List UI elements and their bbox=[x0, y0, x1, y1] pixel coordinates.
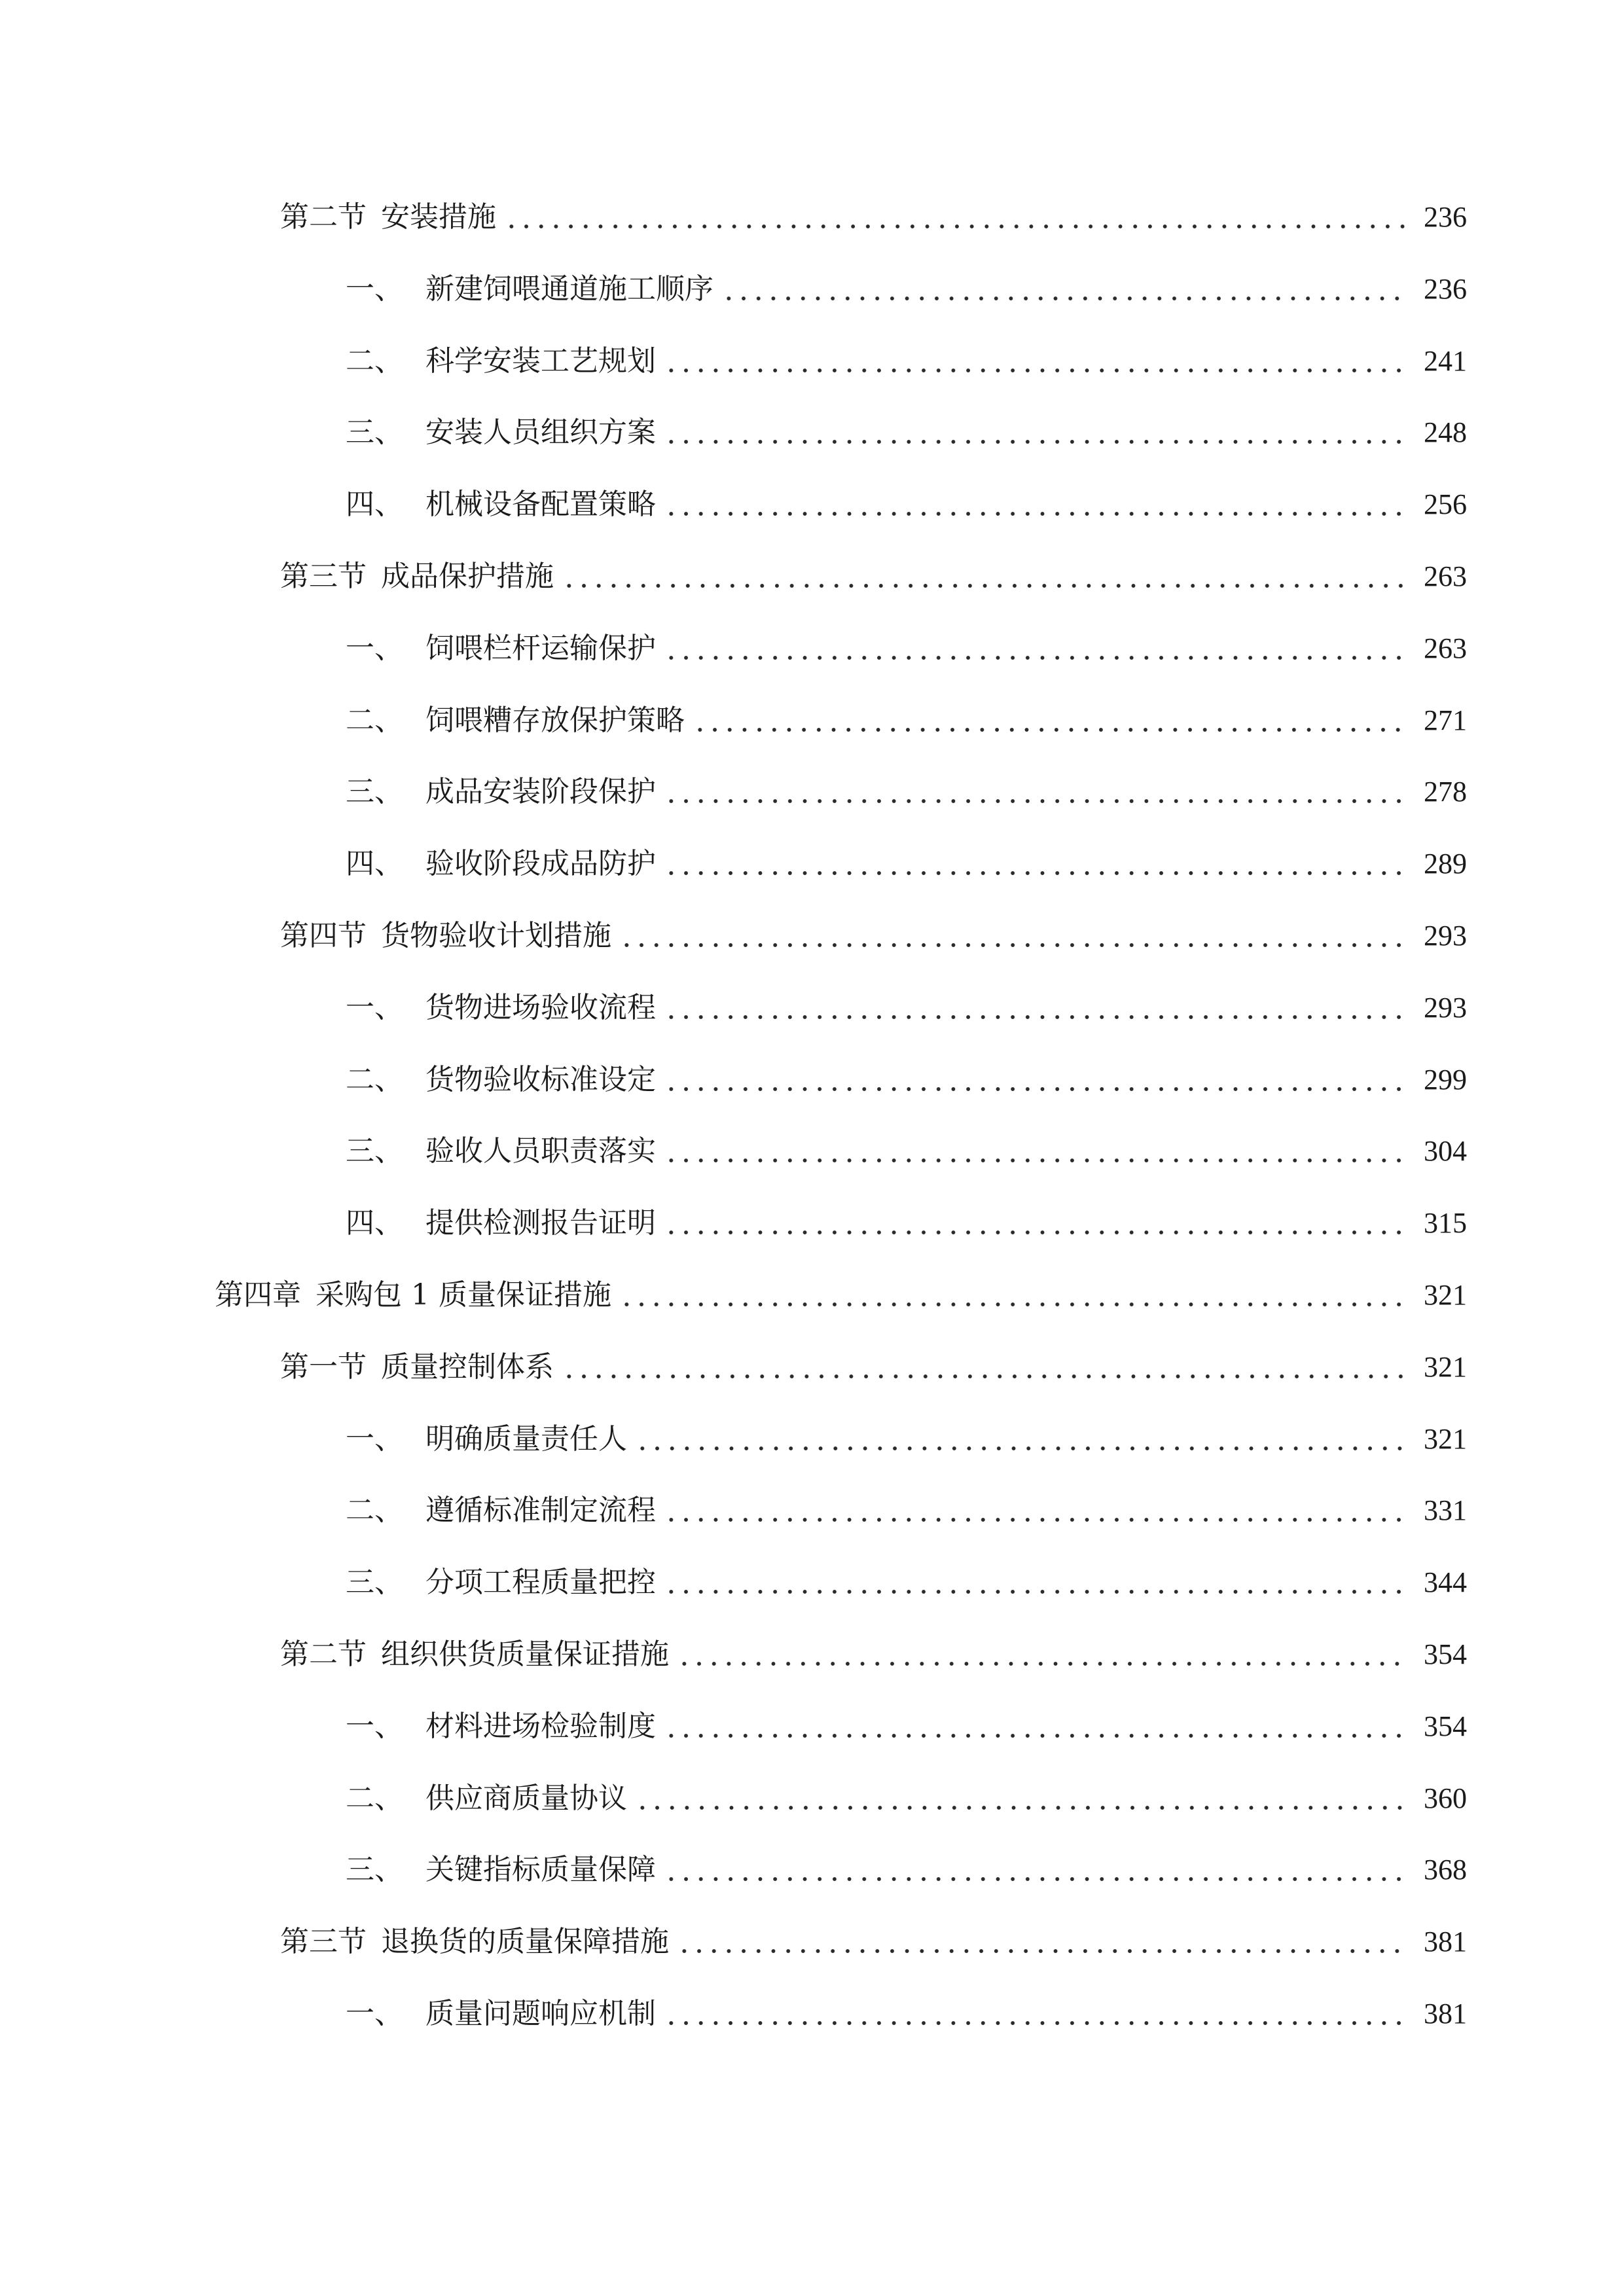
toc-entry-number: 一、 bbox=[346, 991, 403, 1024]
toc-entry-label bbox=[346, 1132, 656, 1171]
toc-entry-label bbox=[346, 1420, 627, 1459]
toc-entry-page-number: 289 bbox=[1424, 848, 1467, 880]
toc-entry-number: 二、 bbox=[346, 1782, 403, 1815]
toc-entry-page-number: 344 bbox=[1424, 1566, 1467, 1598]
dot-leader bbox=[677, 1949, 1405, 1953]
toc-entry[interactable] bbox=[280, 198, 1467, 237]
toc-entry-page-number: 321 bbox=[1424, 1423, 1467, 1455]
toc-entry-number: 三、 bbox=[346, 416, 403, 449]
toc-entry-title: 采购包 1 质量保证措施 bbox=[316, 1278, 611, 1312]
toc-entry[interactable] bbox=[346, 844, 1467, 884]
toc-entry[interactable] bbox=[346, 270, 1467, 309]
toc-entry[interactable] bbox=[346, 485, 1467, 524]
toc-entry[interactable] bbox=[346, 1204, 1467, 1243]
toc-entry[interactable] bbox=[346, 629, 1467, 668]
toc-entry-number: 第三节 bbox=[280, 560, 367, 593]
toc-entry-page-number: 248 bbox=[1424, 416, 1467, 448]
toc-entry-label bbox=[346, 270, 713, 309]
toc-entry-label bbox=[280, 1635, 669, 1674]
toc-entry[interactable] bbox=[346, 772, 1467, 812]
dot-leader bbox=[504, 224, 1405, 228]
toc-entry-title: 提供检测报告证明 bbox=[425, 1206, 656, 1240]
toc-entry-number: 第一节 bbox=[280, 1350, 367, 1384]
toc-entry[interactable] bbox=[280, 1922, 1467, 1962]
dot-leader bbox=[664, 368, 1405, 372]
dot-leader bbox=[664, 440, 1405, 444]
toc-entry-label bbox=[346, 701, 685, 740]
toc-entry-title: 组织供货质量保证措施 bbox=[381, 1638, 669, 1671]
toc-entry-page-number: 315 bbox=[1424, 1207, 1467, 1239]
toc-entry[interactable] bbox=[346, 342, 1467, 381]
toc-entry-page-number: 256 bbox=[1424, 488, 1467, 520]
toc-entry[interactable] bbox=[346, 1060, 1467, 1100]
toc-entry[interactable] bbox=[280, 557, 1467, 596]
toc-entry-title: 成品安装阶段保护 bbox=[425, 775, 656, 808]
toc-entry-label bbox=[346, 629, 656, 668]
dot-leader bbox=[664, 1230, 1405, 1234]
toc-entry-number: 一、 bbox=[346, 632, 403, 665]
toc-entry-number: 第四章 bbox=[215, 1278, 301, 1312]
dot-leader bbox=[693, 728, 1405, 732]
toc-entry-number: 一、 bbox=[346, 1997, 403, 2030]
toc-entry-page-number: 293 bbox=[1424, 992, 1467, 1024]
toc-entry-title: 退换货的质量保障措施 bbox=[381, 1925, 669, 1958]
toc-entry-title: 成品保护措施 bbox=[381, 560, 554, 593]
toc-entry-number: 第二节 bbox=[280, 1638, 367, 1671]
dot-leader bbox=[619, 1302, 1405, 1306]
toc-entry-page-number: 321 bbox=[1424, 1279, 1467, 1311]
dot-leader bbox=[562, 1374, 1405, 1378]
toc-entry-title: 货物进场验收流程 bbox=[425, 991, 656, 1024]
toc-entry-number: 三、 bbox=[346, 775, 403, 808]
toc-entry-label bbox=[346, 1850, 656, 1890]
toc-entry-title: 安装人员组织方案 bbox=[425, 416, 656, 449]
toc-entry-page-number: 236 bbox=[1424, 201, 1467, 233]
toc-entry-label bbox=[280, 198, 496, 237]
toc-entry-page-number: 236 bbox=[1424, 273, 1467, 305]
toc-entry-page-number: 360 bbox=[1424, 1782, 1467, 1814]
toc-entry[interactable] bbox=[346, 1850, 1467, 1890]
toc-entry-page-number: 304 bbox=[1424, 1135, 1467, 1167]
toc-entry-number: 第二节 bbox=[280, 200, 367, 234]
toc-entry-page-number: 241 bbox=[1424, 345, 1467, 377]
toc-entry-label bbox=[346, 1994, 656, 2034]
toc-entry-title: 货物验收计划措施 bbox=[381, 919, 611, 952]
dot-leader bbox=[664, 871, 1405, 875]
toc-entry-label bbox=[346, 1060, 656, 1100]
toc-entry-number: 三、 bbox=[346, 1566, 403, 1599]
toc-entry-page-number: 354 bbox=[1424, 1710, 1467, 1742]
toc-entry-label bbox=[215, 1276, 611, 1315]
toc-entry-page-number: 263 bbox=[1424, 632, 1467, 664]
toc-entry-number: 二、 bbox=[346, 1063, 403, 1096]
toc-entry-number: 二、 bbox=[346, 344, 403, 378]
toc-entry-number: 四、 bbox=[346, 847, 403, 880]
dot-leader bbox=[664, 1015, 1405, 1019]
toc-entry-label bbox=[280, 1922, 669, 1962]
toc-entry-label bbox=[346, 1204, 656, 1243]
toc-entry-label bbox=[346, 1563, 656, 1602]
toc-entry-page-number: 263 bbox=[1424, 560, 1467, 592]
toc-entry-label bbox=[280, 557, 554, 596]
toc-entry-title: 饲喂糟存放保护策略 bbox=[425, 704, 685, 737]
toc-entry-number: 第三节 bbox=[280, 1925, 367, 1958]
toc-entry-page-number: 278 bbox=[1424, 776, 1467, 808]
toc-entry-label bbox=[346, 772, 656, 812]
toc-entry-page-number: 354 bbox=[1424, 1638, 1467, 1670]
toc-entry-page-number: 381 bbox=[1424, 1998, 1467, 2030]
dot-leader bbox=[664, 512, 1405, 516]
toc-entry-label bbox=[346, 1779, 627, 1818]
dot-leader bbox=[677, 1662, 1405, 1666]
toc-entry-page-number: 271 bbox=[1424, 704, 1467, 736]
toc-entry-number: 三、 bbox=[346, 1134, 403, 1168]
toc-entry-title: 质量问题响应机制 bbox=[425, 1997, 656, 2030]
toc-entry-title: 分项工程质量把控 bbox=[425, 1566, 656, 1599]
toc-entry-page-number: 321 bbox=[1424, 1351, 1467, 1383]
toc-entry-title: 饲喂栏杆运输保护 bbox=[425, 632, 656, 665]
toc-entry-title: 供应商质量协议 bbox=[425, 1782, 627, 1815]
toc-entry-page-number: 331 bbox=[1424, 1494, 1467, 1526]
toc-entry-title: 机械设备配置策略 bbox=[425, 488, 656, 521]
toc-entry-label bbox=[346, 485, 656, 524]
toc-entry-number: 二、 bbox=[346, 704, 403, 737]
toc-entry-page-number: 293 bbox=[1424, 920, 1467, 952]
toc-entry[interactable] bbox=[280, 916, 1467, 956]
toc-entry-label bbox=[346, 1491, 656, 1530]
dot-leader bbox=[664, 1087, 1405, 1091]
dot-leader bbox=[664, 1877, 1405, 1881]
toc-entry-title: 科学安装工艺规划 bbox=[425, 344, 656, 378]
toc-entry-page-number: 381 bbox=[1424, 1926, 1467, 1958]
toc-entry[interactable] bbox=[346, 1491, 1467, 1530]
toc-entry[interactable] bbox=[346, 1563, 1467, 1602]
toc-entry-number: 四、 bbox=[346, 488, 403, 521]
dot-leader bbox=[664, 656, 1405, 660]
dot-leader bbox=[721, 296, 1405, 300]
toc-entry-number: 一、 bbox=[346, 272, 403, 306]
toc-entry-label bbox=[280, 1348, 554, 1387]
toc-entry-title: 新建饲喂通道施工顺序 bbox=[425, 272, 713, 306]
toc-entry-title: 关键指标质量保障 bbox=[425, 1853, 656, 1886]
dot-leader bbox=[664, 1590, 1405, 1594]
toc-entry-label bbox=[346, 342, 656, 381]
dot-leader bbox=[664, 1158, 1405, 1162]
toc-entry-number: 二、 bbox=[346, 1494, 403, 1527]
toc-entry[interactable] bbox=[346, 1707, 1467, 1746]
toc-entry-title: 安装措施 bbox=[381, 200, 496, 234]
toc-entry-title: 明确质量责任人 bbox=[425, 1422, 627, 1456]
dot-leader bbox=[664, 1734, 1405, 1738]
toc-entry-title: 遵循标准制定流程 bbox=[425, 1494, 656, 1527]
toc-entry[interactable] bbox=[346, 701, 1467, 740]
toc-entry-number: 一、 bbox=[346, 1710, 403, 1743]
toc-entry-label bbox=[346, 413, 656, 452]
toc-entry-number: 一、 bbox=[346, 1422, 403, 1456]
toc-entry[interactable] bbox=[346, 1994, 1467, 2034]
dot-leader bbox=[664, 2021, 1405, 2025]
toc-entry-number: 三、 bbox=[346, 1853, 403, 1886]
toc-entry-title: 验收人员职责落实 bbox=[425, 1134, 656, 1168]
toc-entry[interactable] bbox=[346, 1132, 1467, 1171]
toc-entry-title: 验收阶段成品防护 bbox=[425, 847, 656, 880]
toc-entry[interactable] bbox=[280, 1635, 1467, 1674]
toc-entry[interactable] bbox=[346, 413, 1467, 452]
toc-entry[interactable] bbox=[346, 1779, 1467, 1818]
toc-entry-label bbox=[346, 988, 656, 1028]
toc-entry-page-number: 368 bbox=[1424, 1854, 1467, 1886]
dot-leader bbox=[619, 943, 1405, 947]
toc-entry-number: 四、 bbox=[346, 1206, 403, 1240]
dot-leader bbox=[664, 799, 1405, 803]
toc-entry-label bbox=[346, 844, 656, 884]
toc-entry-title: 货物验收标准设定 bbox=[425, 1063, 656, 1096]
toc-entry[interactable] bbox=[280, 1348, 1467, 1387]
dot-leader bbox=[664, 1518, 1405, 1522]
toc-entry-number: 第四节 bbox=[280, 919, 367, 952]
dot-leader bbox=[635, 1806, 1405, 1810]
toc-entry-page-number: 299 bbox=[1424, 1064, 1467, 1096]
dot-leader bbox=[562, 584, 1405, 588]
toc-entry-label bbox=[280, 916, 611, 956]
toc-entry-label bbox=[346, 1707, 656, 1746]
toc-entry-title: 材料进场检验制度 bbox=[425, 1710, 656, 1743]
toc-entry[interactable] bbox=[215, 1276, 1467, 1315]
toc-entry-title: 质量控制体系 bbox=[381, 1350, 554, 1384]
dot-leader bbox=[635, 1446, 1405, 1450]
toc-entry[interactable] bbox=[346, 988, 1467, 1028]
toc-entry[interactable] bbox=[346, 1420, 1467, 1459]
